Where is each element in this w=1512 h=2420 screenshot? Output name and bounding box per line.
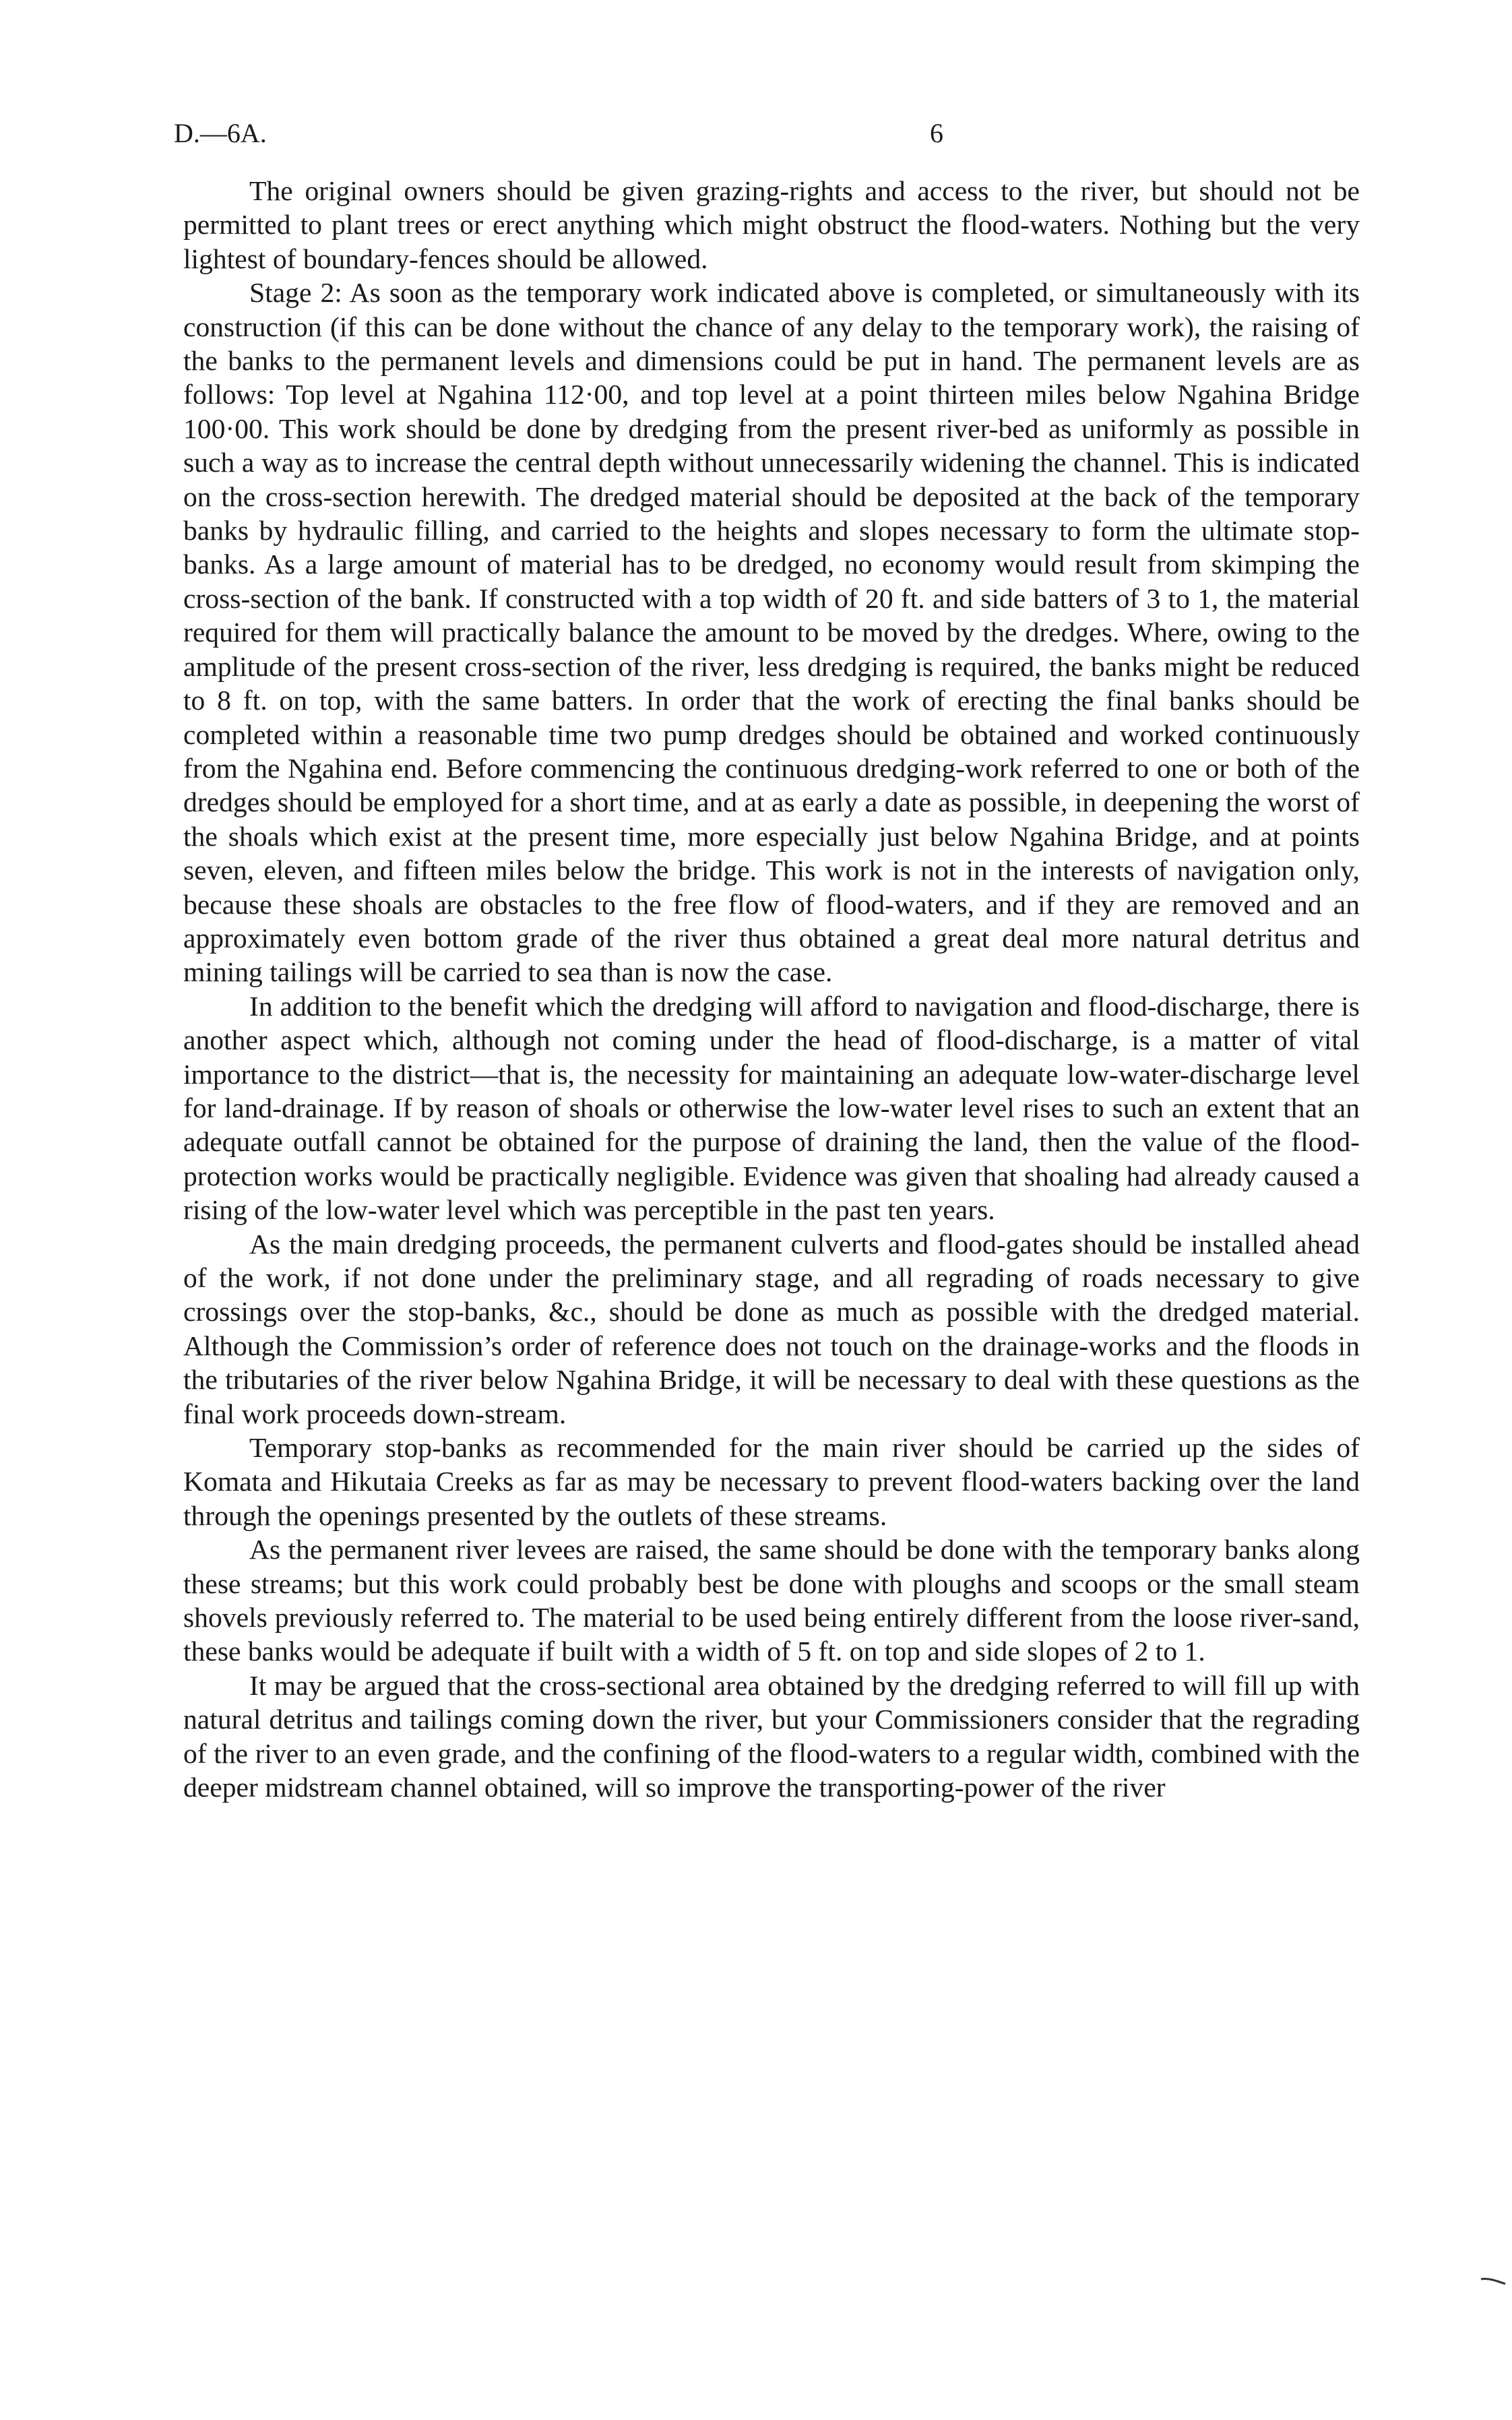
paragraph-permanent-levees: As the permanent river levees are raised, the same should be done with the temporary banks along these streams; but this work could probably best be done with ploughs and scoops or the small steam shovels previously referred to. The material to be used being entirely different from the loose river-sand, these banks would be adequate if built with a width of 5 ft. on top and side slopes of 2 to 1.	[183, 1534, 1360, 1667]
document-reference: D.—6A.	[174, 118, 267, 148]
page-edge-mark	[1480, 2276, 1507, 2286]
page-number: 6	[930, 118, 943, 148]
paragraph-stage-2: Stage 2: As soon as the temporary work indicated above is completed, or simultaneously with its construction (if this can be done without the chance of any delay to the temporary work), the raising of the banks to the permanent levels and dimensions could be put in hand. The permanent levels are as follows: Top level at Ngahina 112·00, and top level at a point thirteen miles below Ngahina Bridge 100·00. This work should be done by dredging from the present river-bed as uniformly as possible in such a way as to increase the central depth without unnecessarily widening the channel. This is indicated on the cross-section herewith. The dredged material should be deposited at the back of the temporary banks by hydraulic filling, and carried to the heights and slopes necessary to form the ultimate stop-banks. As a large amount of material has to be dredged, no economy would result from skimping the cross-section of the bank. If constructed with a top width of 20 ft. and side batters of 3 to 1, the material required for them will practically balance the amount to be moved by the dredges. Where, owing to the amplitude of the present cross-section of the river, less dredging is required, the banks might be reduced to 8 ft. on top, with the same batters. In order that the work of erecting the final banks should be completed within a reasonable time two pump dredges should be obtained and worked continuously from the Ngahina end. Before commencing the continuous dredging-work referred to one or both of the dredges should be employed for a short time, and at as early a date as possible, in deepening the worst of the shoals which exist at the present time, more especially just below Ngahina Bridge, and at points seven, eleven, and fifteen miles below the bridge. This work is not in the interests of navigation only, because these shoals are obstacles to the free flow of flood-waters, and if they are removed and an approximately even bottom grade of the river thus obtained a great deal more natural detritus and mining tailings will be carried to sea than is now the case.	[183, 277, 1360, 988]
page-header	[174, 113, 1360, 154]
paragraph-culverts-flood-gates: As the main dredging proceeds, the permanent culverts and flood-gates should be installed ahead of the work, if not done under the preliminary stage, and all regrading of roads necessary to give crossings over the stop-banks, &c., should be done as much as possible with the dredged material. Although the Commission’s order of reference does not touch on the drainage-works and the floods in the tributaries of the river below Ngahina Bridge, it will be necessary to deal with these questions as the final work proceeds down-stream.	[183, 1228, 1360, 1429]
body-text	[183, 174, 1360, 1805]
paragraph-grazing-rights: The original owners should be given grazing-rights and access to the river, but should not be permitted to plant trees or erect anything which might obstruct the flood-waters. Nothing but the very lightest of boundary-fences should be allowed.	[183, 175, 1360, 274]
paragraph-temporary-stop-banks: Temporary stop-banks as recommended for the main river should be carried up the sides of Komata and Hikutaia Creeks as far as may be necessary to prevent flood-waters backing over the land through the openings presented by the outlets of these streams.	[183, 1432, 1360, 1531]
paragraph-low-water-discharge: In addition to the benefit which the dredging will afford to navigation and flood-discharge, there is another aspect which, although not coming under the head of flood-discharge, is a matter of vital importance to the district—that is, the necessity for maintaining an adequate low-water-discharge level for land-drainage. If by reason of shoals or otherwise the low-water level rises to such an extent that an adequate outfall cannot be obtained for the purpose of draining the land, then the value of the flood-protection works would be practically negligible. Evidence was given that shoaling had already caused a rising of the low-water level which was perceptible in the past ten years.	[183, 990, 1360, 1226]
paragraph-cross-sectional-area: It may be argued that the cross-sectional area obtained by the dredging referred to will fill up with natural detritus and tailings coming down the river, but your Commissioners consider that the regrading of the river to an even grade, and the confining of the flood-waters to a regular width, combined with the deeper midstream channel obtained, will so improve the transporting-power of the river	[183, 1669, 1360, 1803]
